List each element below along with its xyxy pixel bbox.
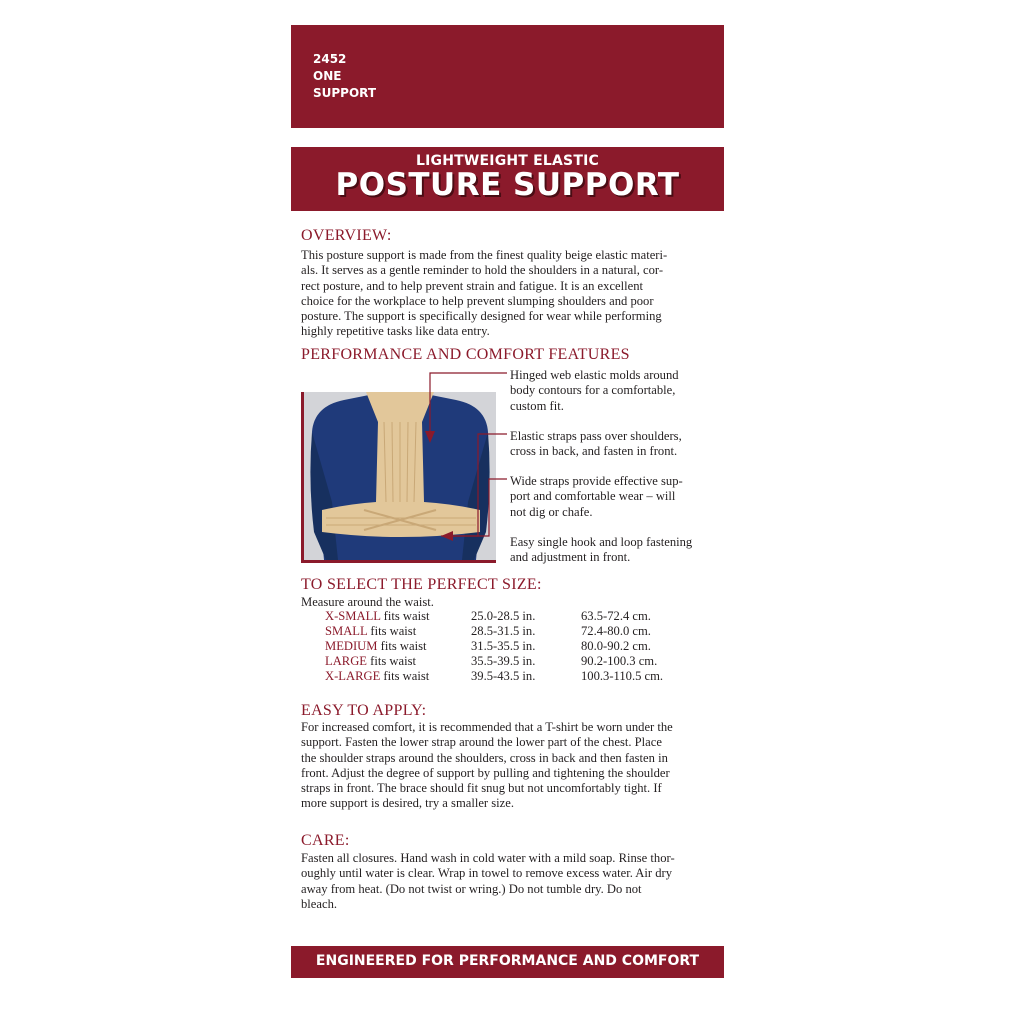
feature-line: cross in back, and fasten in front. bbox=[510, 444, 678, 459]
care-heading: CARE: bbox=[301, 832, 350, 849]
feature-line: Elastic straps pass over shoulders, bbox=[510, 429, 682, 443]
size-fits: fits waist bbox=[370, 624, 417, 638]
feature-item bbox=[510, 429, 682, 460]
apply-line: the shoulder straps around the shoulders, cross in back and then fasten in bbox=[301, 750, 668, 765]
overview-line: choice for the workplace to help prevent slumping shoulders and poor bbox=[301, 293, 654, 308]
care-line: bleach. bbox=[301, 896, 338, 911]
care-line: oughly until water is clear. Wrap in towel to remove excess water. Air dry bbox=[301, 866, 673, 881]
size-name: MEDIUM bbox=[325, 639, 378, 653]
size-cm: 80.0-90.2 cm. bbox=[581, 639, 651, 653]
apply-line: support. Fasten the lower strap around the lower part of the chest. Place bbox=[301, 735, 662, 750]
feature-line: Hinged web elastic molds around bbox=[510, 368, 679, 382]
feature-item bbox=[510, 368, 679, 414]
overview-line: rect posture, and to help prevent strain and fatigue. It is an excellent bbox=[301, 278, 644, 293]
size-name: LARGE bbox=[325, 654, 367, 668]
size-cm: 72.4-80.0 cm. bbox=[581, 624, 651, 638]
product-code-band bbox=[291, 25, 724, 128]
overview-heading: OVERVIEW: bbox=[301, 227, 392, 244]
size-name: X-SMALL bbox=[325, 609, 381, 623]
feature-line: port and comfortable wear – will bbox=[510, 489, 676, 504]
size-cm: 63.5-72.4 cm. bbox=[581, 609, 651, 623]
care-text bbox=[301, 851, 675, 912]
feature-line: body contours for a comfortable, bbox=[510, 383, 676, 398]
size-row bbox=[325, 669, 429, 684]
size-cm: 100.3-110.5 cm. bbox=[581, 669, 664, 683]
size-inches: 39.5-43.5 in. bbox=[471, 669, 536, 683]
size-inches: 28.5-31.5 in. bbox=[471, 624, 536, 638]
size-inches: 31.5-35.5 in. bbox=[471, 639, 536, 653]
feature-item bbox=[510, 474, 683, 520]
apply-line: For increased comfort, it is recommended that a T-shirt be worn under the bbox=[301, 720, 673, 734]
size-row bbox=[325, 624, 416, 639]
size-name: SMALL bbox=[325, 624, 368, 638]
overview-line: posture. The support is specifically designed for wear while performing bbox=[301, 309, 662, 324]
overview-line: als. It serves as a gentle reminder to hold the shoulders in a natural, cor- bbox=[301, 263, 664, 278]
product-code-line: 2452 bbox=[313, 52, 347, 66]
care-line: away from heat. (Do not twist or wring.) Do not tumble dry. Do not bbox=[301, 881, 642, 896]
title-band bbox=[291, 147, 724, 211]
product-code-line: SUPPORT bbox=[313, 86, 377, 100]
size-inches: 35.5-39.5 in. bbox=[471, 654, 536, 668]
apply-line: straps in front. The brace should fit snug but not uncomfortably tight. If bbox=[301, 781, 662, 796]
care-line: Fasten all closures. Hand wash in cold water with a mild soap. Rinse thor- bbox=[301, 851, 675, 865]
feature-line: Wide straps provide effective sup- bbox=[510, 474, 683, 488]
size-fits: fits waist bbox=[370, 654, 416, 668]
size-inches: 25.0-28.5 in. bbox=[471, 609, 536, 623]
overview-line: highly repetitive tasks like data entry. bbox=[301, 324, 490, 339]
size-cm: 90.2-100.3 cm. bbox=[581, 654, 658, 668]
tagline: ENGINEERED FOR PERFORMANCE AND COMFORT bbox=[315, 953, 700, 969]
size-fits: fits waist bbox=[380, 639, 427, 653]
feature-line: Easy single hook and loop fastening bbox=[510, 535, 693, 549]
size-name: X-LARGE bbox=[325, 669, 381, 683]
apply-line: more support is desired, try a smaller size. bbox=[301, 796, 514, 811]
feature-line: custom fit. bbox=[510, 398, 564, 413]
apply-text bbox=[301, 720, 673, 812]
apply-heading: EASY TO APPLY: bbox=[301, 702, 427, 719]
product-insert-card bbox=[291, 25, 724, 978]
product-title: POSTURE SUPPORT bbox=[335, 167, 680, 203]
size-row bbox=[325, 654, 416, 669]
product-code bbox=[313, 51, 376, 102]
overview-line: This posture support is made from the finest quality beige elastic materi- bbox=[301, 248, 668, 262]
tagline-band bbox=[291, 946, 724, 978]
apply-line: front. Adjust the degree of support by pulling and tightening the shoulder bbox=[301, 765, 670, 780]
size-fits: fits waist bbox=[383, 669, 430, 683]
product-code-line: ONE bbox=[313, 69, 342, 83]
overview-text bbox=[301, 248, 667, 340]
product-subtitle: LIGHTWEIGHT ELASTIC bbox=[416, 153, 599, 169]
feature-line: not dig or chafe. bbox=[510, 504, 593, 519]
feature-item bbox=[510, 535, 692, 566]
size-row bbox=[325, 609, 430, 624]
sizing-heading: TO SELECT THE PERFECT SIZE: bbox=[301, 576, 542, 593]
size-row bbox=[325, 639, 426, 654]
features-heading: PERFORMANCE AND COMFORT FEATURES bbox=[301, 346, 630, 363]
feature-line: and adjustment in front. bbox=[510, 550, 631, 565]
sizing-intro: Measure around the waist. bbox=[301, 595, 434, 609]
size-fits: fits waist bbox=[383, 609, 430, 623]
